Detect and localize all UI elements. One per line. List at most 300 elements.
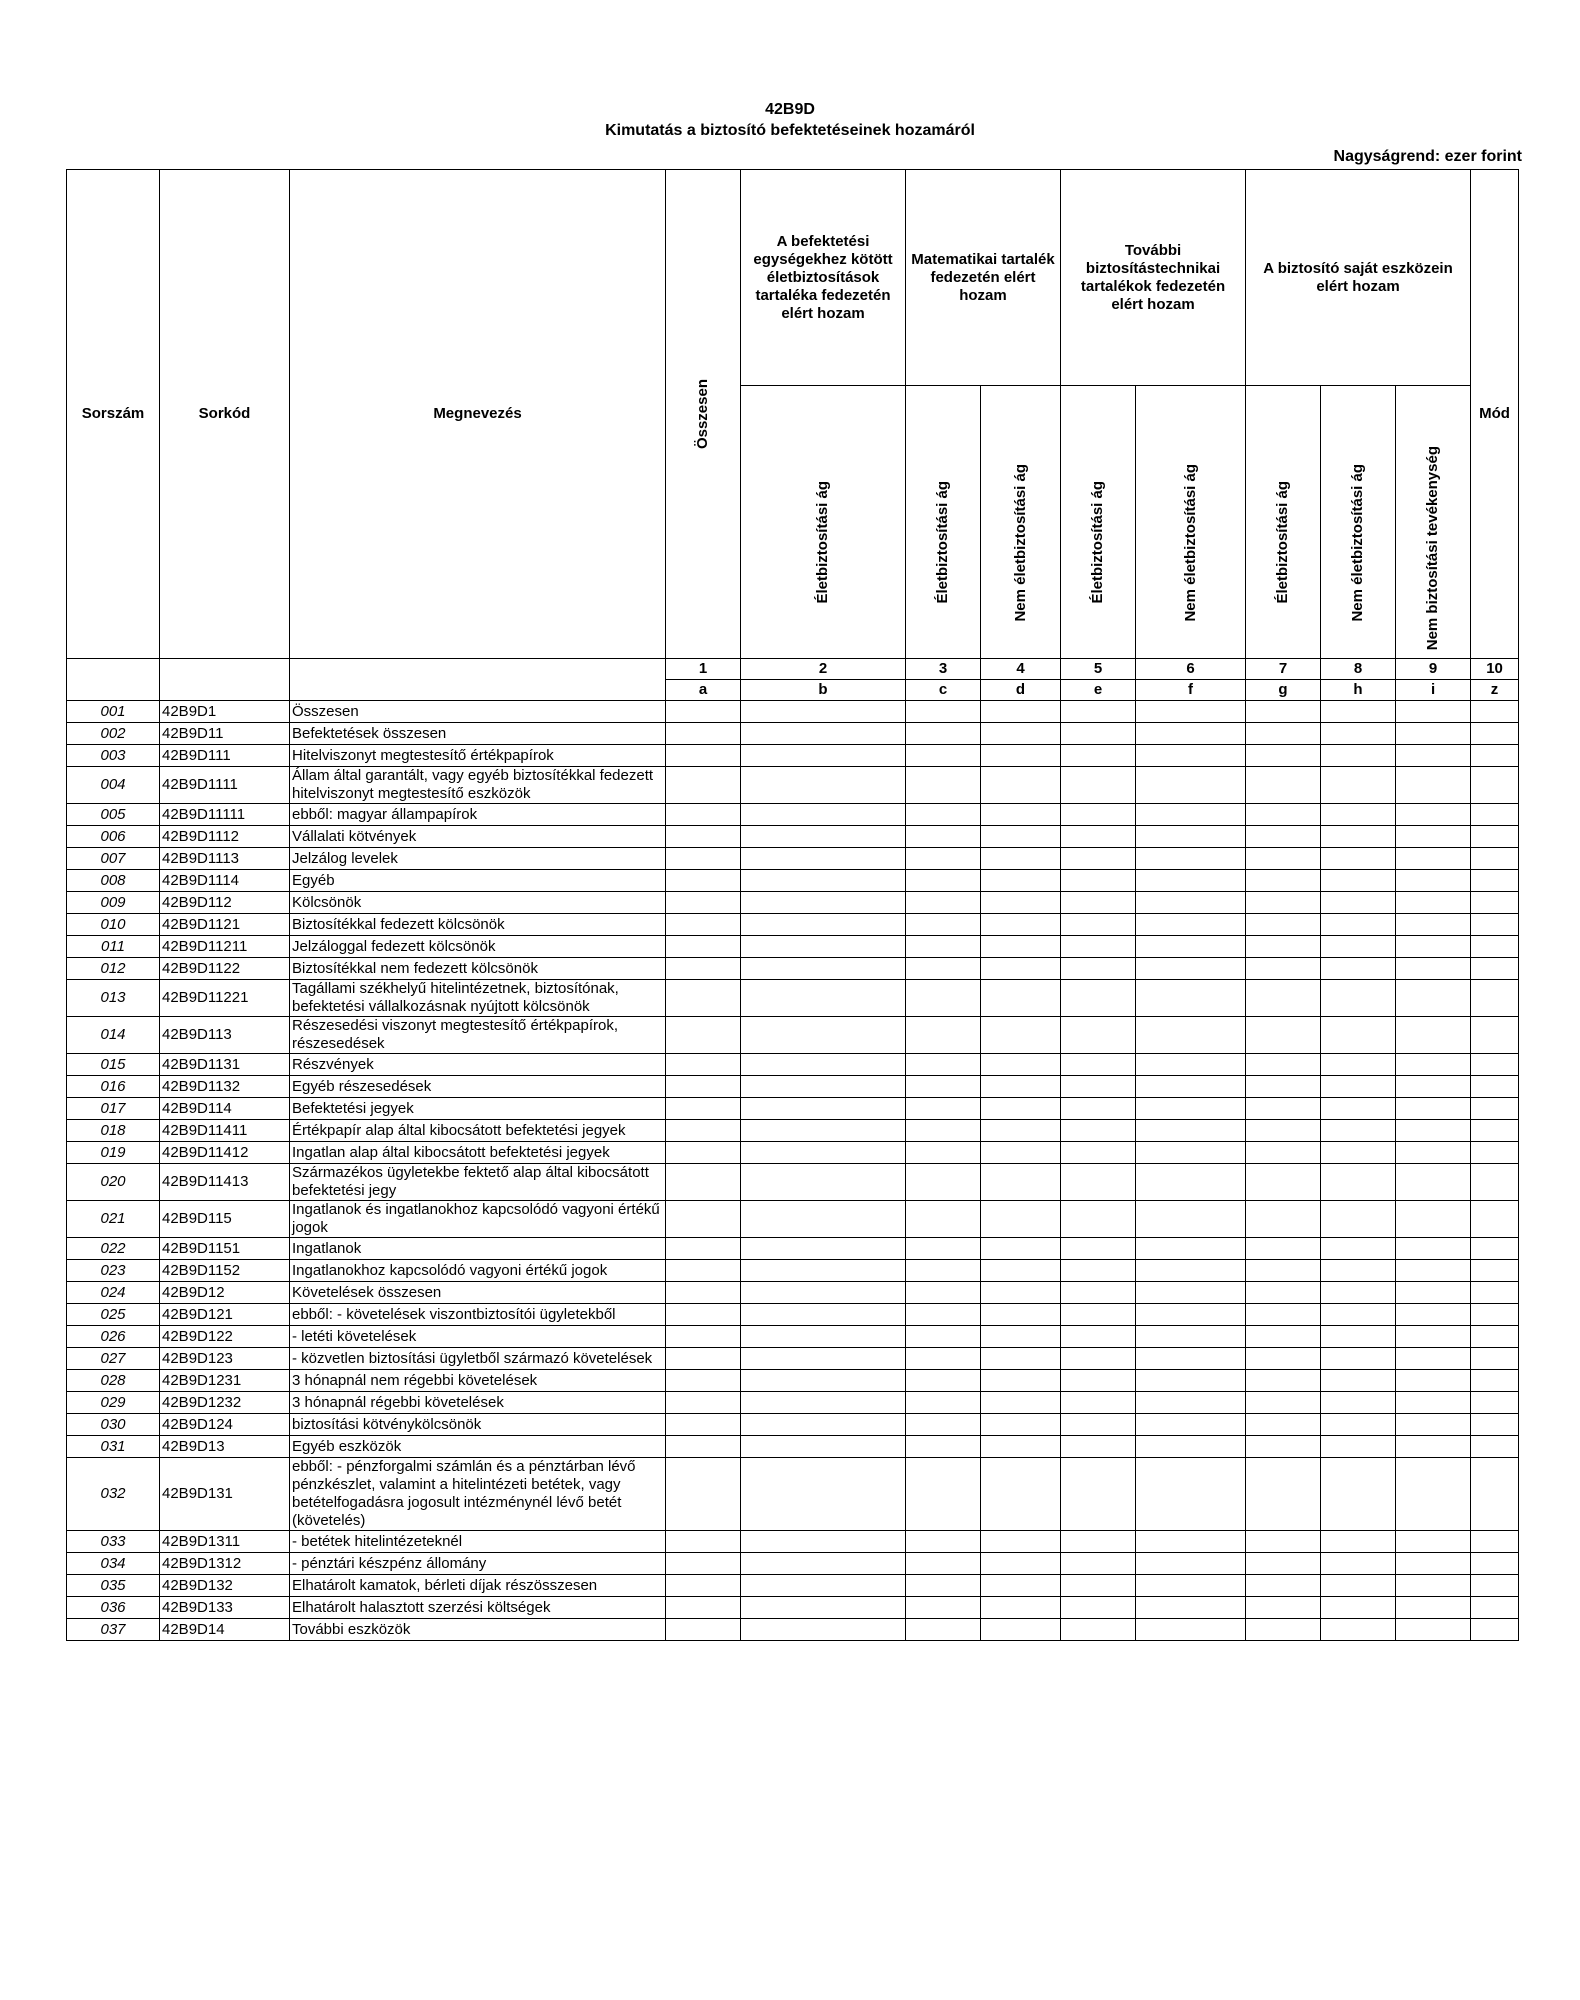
value-cell[interactable] [906, 767, 981, 804]
value-cell[interactable] [1321, 936, 1396, 958]
value-cell[interactable] [981, 1553, 1061, 1575]
value-cell[interactable] [1321, 1553, 1396, 1575]
value-cell[interactable] [741, 1164, 906, 1201]
value-cell[interactable] [1321, 1414, 1396, 1436]
value-cell[interactable] [906, 1282, 981, 1304]
value-cell[interactable] [741, 1326, 906, 1348]
value-cell[interactable] [1246, 1098, 1321, 1120]
value-cell[interactable] [1136, 804, 1246, 826]
value-cell[interactable] [1246, 1304, 1321, 1326]
value-cell[interactable] [906, 826, 981, 848]
value-cell[interactable] [666, 701, 741, 723]
value-cell[interactable] [1136, 958, 1246, 980]
value-cell[interactable] [981, 980, 1061, 1017]
value-cell[interactable] [906, 892, 981, 914]
value-cell[interactable] [1136, 980, 1246, 1017]
value-cell[interactable] [981, 804, 1061, 826]
value-cell[interactable] [1321, 1201, 1396, 1238]
value-cell[interactable] [1136, 1326, 1246, 1348]
value-cell[interactable] [666, 1392, 741, 1414]
value-cell[interactable] [741, 1201, 906, 1238]
value-cell[interactable] [1061, 1436, 1136, 1458]
value-cell[interactable] [1061, 1458, 1136, 1531]
value-cell[interactable] [741, 914, 906, 936]
value-cell[interactable] [1246, 1436, 1321, 1458]
value-cell[interactable] [1246, 1458, 1321, 1531]
value-cell[interactable] [666, 1370, 741, 1392]
value-cell[interactable] [741, 1392, 906, 1414]
value-cell[interactable] [1396, 1436, 1471, 1458]
value-cell[interactable] [1471, 1120, 1519, 1142]
value-cell[interactable] [1471, 958, 1519, 980]
value-cell[interactable] [906, 1201, 981, 1238]
value-cell[interactable] [666, 1597, 741, 1619]
value-cell[interactable] [906, 1260, 981, 1282]
value-cell[interactable] [666, 1282, 741, 1304]
value-cell[interactable] [1246, 980, 1321, 1017]
value-cell[interactable] [666, 1458, 741, 1531]
value-cell[interactable] [1471, 1017, 1519, 1054]
value-cell[interactable] [1246, 870, 1321, 892]
value-cell[interactable] [1061, 1304, 1136, 1326]
value-cell[interactable] [666, 848, 741, 870]
value-cell[interactable] [906, 1120, 981, 1142]
value-cell[interactable] [981, 1436, 1061, 1458]
value-cell[interactable] [1471, 767, 1519, 804]
value-cell[interactable] [1471, 1238, 1519, 1260]
value-cell[interactable] [1136, 1370, 1246, 1392]
value-cell[interactable] [1246, 1597, 1321, 1619]
value-cell[interactable] [741, 1238, 906, 1260]
value-cell[interactable] [1396, 980, 1471, 1017]
value-cell[interactable] [1246, 1575, 1321, 1597]
value-cell[interactable] [1061, 870, 1136, 892]
value-cell[interactable] [981, 1120, 1061, 1142]
value-cell[interactable] [1396, 1326, 1471, 1348]
value-cell[interactable] [1321, 1304, 1396, 1326]
value-cell[interactable] [1471, 1054, 1519, 1076]
value-cell[interactable] [1471, 804, 1519, 826]
value-cell[interactable] [666, 1076, 741, 1098]
value-cell[interactable] [906, 1458, 981, 1531]
value-cell[interactable] [1246, 1553, 1321, 1575]
value-cell[interactable] [1061, 980, 1136, 1017]
value-cell[interactable] [981, 914, 1061, 936]
value-cell[interactable] [981, 1414, 1061, 1436]
value-cell[interactable] [981, 958, 1061, 980]
value-cell[interactable] [666, 767, 741, 804]
value-cell[interactable] [1061, 1054, 1136, 1076]
value-cell[interactable] [1136, 1619, 1246, 1641]
value-cell[interactable] [741, 1414, 906, 1436]
value-cell[interactable] [1246, 1260, 1321, 1282]
value-cell[interactable] [1321, 914, 1396, 936]
value-cell[interactable] [1246, 914, 1321, 936]
value-cell[interactable] [1396, 1619, 1471, 1641]
value-cell[interactable] [666, 723, 741, 745]
value-cell[interactable] [1061, 723, 1136, 745]
value-cell[interactable] [1136, 1238, 1246, 1260]
value-cell[interactable] [981, 1260, 1061, 1282]
value-cell[interactable] [1396, 1414, 1471, 1436]
value-cell[interactable] [981, 1304, 1061, 1326]
value-cell[interactable] [1246, 804, 1321, 826]
value-cell[interactable] [1321, 1392, 1396, 1414]
value-cell[interactable] [666, 804, 741, 826]
value-cell[interactable] [906, 1575, 981, 1597]
value-cell[interactable] [1136, 1120, 1246, 1142]
value-cell[interactable] [1246, 1392, 1321, 1414]
value-cell[interactable] [1471, 1436, 1519, 1458]
value-cell[interactable] [741, 723, 906, 745]
value-cell[interactable] [1396, 745, 1471, 767]
value-cell[interactable] [1471, 1142, 1519, 1164]
value-cell[interactable] [1136, 1531, 1246, 1553]
value-cell[interactable] [906, 1370, 981, 1392]
value-cell[interactable] [1136, 914, 1246, 936]
value-cell[interactable] [741, 1260, 906, 1282]
value-cell[interactable] [1061, 914, 1136, 936]
value-cell[interactable] [906, 804, 981, 826]
value-cell[interactable] [1471, 1575, 1519, 1597]
value-cell[interactable] [1471, 1260, 1519, 1282]
value-cell[interactable] [1246, 767, 1321, 804]
value-cell[interactable] [906, 1142, 981, 1164]
value-cell[interactable] [1321, 1120, 1396, 1142]
value-cell[interactable] [741, 1553, 906, 1575]
value-cell[interactable] [1061, 1326, 1136, 1348]
value-cell[interactable] [741, 936, 906, 958]
value-cell[interactable] [1471, 701, 1519, 723]
value-cell[interactable] [981, 745, 1061, 767]
value-cell[interactable] [1396, 1553, 1471, 1575]
value-cell[interactable] [666, 826, 741, 848]
value-cell[interactable] [981, 1326, 1061, 1348]
value-cell[interactable] [981, 870, 1061, 892]
value-cell[interactable] [1471, 1392, 1519, 1414]
value-cell[interactable] [1471, 914, 1519, 936]
value-cell[interactable] [1136, 1597, 1246, 1619]
value-cell[interactable] [666, 914, 741, 936]
value-cell[interactable] [1136, 1392, 1246, 1414]
value-cell[interactable] [1321, 1370, 1396, 1392]
value-cell[interactable] [1246, 1370, 1321, 1392]
value-cell[interactable] [906, 1597, 981, 1619]
value-cell[interactable] [1136, 701, 1246, 723]
value-cell[interactable] [981, 1201, 1061, 1238]
value-cell[interactable] [666, 1238, 741, 1260]
value-cell[interactable] [1321, 1054, 1396, 1076]
value-cell[interactable] [1246, 701, 1321, 723]
value-cell[interactable] [1246, 1282, 1321, 1304]
value-cell[interactable] [1396, 1164, 1471, 1201]
value-cell[interactable] [1471, 870, 1519, 892]
value-cell[interactable] [666, 1164, 741, 1201]
value-cell[interactable] [1396, 826, 1471, 848]
value-cell[interactable] [666, 1414, 741, 1436]
value-cell[interactable] [741, 1142, 906, 1164]
value-cell[interactable] [906, 1326, 981, 1348]
value-cell[interactable] [1136, 1017, 1246, 1054]
value-cell[interactable] [906, 1098, 981, 1120]
value-cell[interactable] [666, 936, 741, 958]
value-cell[interactable] [1136, 1201, 1246, 1238]
value-cell[interactable] [1396, 936, 1471, 958]
value-cell[interactable] [1396, 1348, 1471, 1370]
value-cell[interactable] [981, 1575, 1061, 1597]
value-cell[interactable] [1246, 1054, 1321, 1076]
value-cell[interactable] [1061, 1260, 1136, 1282]
value-cell[interactable] [981, 1238, 1061, 1260]
value-cell[interactable] [1246, 848, 1321, 870]
value-cell[interactable] [1471, 723, 1519, 745]
value-cell[interactable] [1471, 1553, 1519, 1575]
value-cell[interactable] [1136, 745, 1246, 767]
value-cell[interactable] [666, 1142, 741, 1164]
value-cell[interactable] [1396, 1017, 1471, 1054]
value-cell[interactable] [666, 1098, 741, 1120]
value-cell[interactable] [1321, 1458, 1396, 1531]
value-cell[interactable] [906, 1304, 981, 1326]
value-cell[interactable] [1321, 870, 1396, 892]
value-cell[interactable] [1321, 1017, 1396, 1054]
value-cell[interactable] [1321, 1348, 1396, 1370]
value-cell[interactable] [906, 1076, 981, 1098]
value-cell[interactable] [741, 1575, 906, 1597]
value-cell[interactable] [1136, 848, 1246, 870]
value-cell[interactable] [1246, 1326, 1321, 1348]
value-cell[interactable] [1396, 723, 1471, 745]
value-cell[interactable] [1471, 892, 1519, 914]
value-cell[interactable] [1246, 1414, 1321, 1436]
value-cell[interactable] [1136, 1414, 1246, 1436]
value-cell[interactable] [1246, 745, 1321, 767]
value-cell[interactable] [1321, 1142, 1396, 1164]
value-cell[interactable] [741, 980, 906, 1017]
value-cell[interactable] [741, 1348, 906, 1370]
value-cell[interactable] [1321, 892, 1396, 914]
value-cell[interactable] [1246, 1619, 1321, 1641]
value-cell[interactable] [1246, 1017, 1321, 1054]
value-cell[interactable] [1321, 1282, 1396, 1304]
value-cell[interactable] [666, 892, 741, 914]
value-cell[interactable] [1321, 1260, 1396, 1282]
value-cell[interactable] [981, 1142, 1061, 1164]
value-cell[interactable] [666, 745, 741, 767]
value-cell[interactable] [1136, 870, 1246, 892]
value-cell[interactable] [906, 1619, 981, 1641]
value-cell[interactable] [1321, 1597, 1396, 1619]
value-cell[interactable] [1061, 1201, 1136, 1238]
value-cell[interactable] [981, 1054, 1061, 1076]
value-cell[interactable] [1471, 745, 1519, 767]
value-cell[interactable] [981, 701, 1061, 723]
value-cell[interactable] [906, 1531, 981, 1553]
value-cell[interactable] [1061, 1414, 1136, 1436]
value-cell[interactable] [1321, 1436, 1396, 1458]
value-cell[interactable] [1246, 1120, 1321, 1142]
value-cell[interactable] [741, 1370, 906, 1392]
value-cell[interactable] [1061, 1164, 1136, 1201]
value-cell[interactable] [666, 1120, 741, 1142]
value-cell[interactable] [1061, 1531, 1136, 1553]
value-cell[interactable] [1061, 1120, 1136, 1142]
value-cell[interactable] [666, 1260, 741, 1282]
value-cell[interactable] [1061, 1575, 1136, 1597]
value-cell[interactable] [1396, 701, 1471, 723]
value-cell[interactable] [1396, 1597, 1471, 1619]
value-cell[interactable] [906, 870, 981, 892]
value-cell[interactable] [1471, 1098, 1519, 1120]
value-cell[interactable] [906, 745, 981, 767]
value-cell[interactable] [666, 1531, 741, 1553]
value-cell[interactable] [1321, 745, 1396, 767]
value-cell[interactable] [906, 1054, 981, 1076]
value-cell[interactable] [981, 1392, 1061, 1414]
value-cell[interactable] [741, 1098, 906, 1120]
value-cell[interactable] [741, 745, 906, 767]
value-cell[interactable] [1246, 1164, 1321, 1201]
value-cell[interactable] [1321, 1098, 1396, 1120]
value-cell[interactable] [1136, 1458, 1246, 1531]
value-cell[interactable] [1396, 1142, 1471, 1164]
value-cell[interactable] [906, 958, 981, 980]
value-cell[interactable] [1471, 1348, 1519, 1370]
value-cell[interactable] [1471, 1619, 1519, 1641]
value-cell[interactable] [981, 723, 1061, 745]
value-cell[interactable] [1136, 826, 1246, 848]
value-cell[interactable] [981, 1017, 1061, 1054]
value-cell[interactable] [1061, 1597, 1136, 1619]
value-cell[interactable] [741, 892, 906, 914]
value-cell[interactable] [981, 1098, 1061, 1120]
value-cell[interactable] [666, 1201, 741, 1238]
value-cell[interactable] [981, 1531, 1061, 1553]
value-cell[interactable] [741, 1282, 906, 1304]
value-cell[interactable] [741, 1304, 906, 1326]
value-cell[interactable] [1061, 1098, 1136, 1120]
value-cell[interactable] [1396, 1282, 1471, 1304]
value-cell[interactable] [1321, 826, 1396, 848]
value-cell[interactable] [1396, 848, 1471, 870]
value-cell[interactable] [666, 1553, 741, 1575]
value-cell[interactable] [1471, 848, 1519, 870]
value-cell[interactable] [1246, 826, 1321, 848]
value-cell[interactable] [666, 1575, 741, 1597]
value-cell[interactable] [1471, 1414, 1519, 1436]
value-cell[interactable] [1396, 1260, 1471, 1282]
value-cell[interactable] [666, 1304, 741, 1326]
value-cell[interactable] [1321, 1238, 1396, 1260]
value-cell[interactable] [1321, 1575, 1396, 1597]
value-cell[interactable] [1061, 1392, 1136, 1414]
value-cell[interactable] [1321, 804, 1396, 826]
value-cell[interactable] [906, 701, 981, 723]
value-cell[interactable] [666, 1619, 741, 1641]
value-cell[interactable] [1396, 870, 1471, 892]
value-cell[interactable] [906, 936, 981, 958]
value-cell[interactable] [1136, 892, 1246, 914]
value-cell[interactable] [1471, 980, 1519, 1017]
value-cell[interactable] [1246, 1531, 1321, 1553]
value-cell[interactable] [1471, 1370, 1519, 1392]
value-cell[interactable] [1396, 1392, 1471, 1414]
value-cell[interactable] [1246, 1201, 1321, 1238]
value-cell[interactable] [666, 1326, 741, 1348]
value-cell[interactable] [741, 1120, 906, 1142]
value-cell[interactable] [1136, 1142, 1246, 1164]
value-cell[interactable] [981, 1164, 1061, 1201]
value-cell[interactable] [1396, 1120, 1471, 1142]
value-cell[interactable] [1136, 1260, 1246, 1282]
value-cell[interactable] [1136, 1304, 1246, 1326]
value-cell[interactable] [741, 1619, 906, 1641]
value-cell[interactable] [1246, 936, 1321, 958]
value-cell[interactable] [1396, 1076, 1471, 1098]
value-cell[interactable] [741, 826, 906, 848]
value-cell[interactable] [1321, 1531, 1396, 1553]
value-cell[interactable] [1246, 1238, 1321, 1260]
value-cell[interactable] [1396, 1370, 1471, 1392]
value-cell[interactable] [906, 1238, 981, 1260]
value-cell[interactable] [1396, 1458, 1471, 1531]
value-cell[interactable] [741, 958, 906, 980]
value-cell[interactable] [1321, 723, 1396, 745]
value-cell[interactable] [1471, 1531, 1519, 1553]
value-cell[interactable] [666, 870, 741, 892]
value-cell[interactable] [1136, 767, 1246, 804]
value-cell[interactable] [1396, 958, 1471, 980]
value-cell[interactable] [1246, 723, 1321, 745]
value-cell[interactable] [1061, 745, 1136, 767]
value-cell[interactable] [1321, 1164, 1396, 1201]
value-cell[interactable] [1396, 767, 1471, 804]
value-cell[interactable] [981, 936, 1061, 958]
value-cell[interactable] [1061, 1238, 1136, 1260]
value-cell[interactable] [1396, 914, 1471, 936]
value-cell[interactable] [666, 980, 741, 1017]
value-cell[interactable] [741, 1436, 906, 1458]
value-cell[interactable] [981, 848, 1061, 870]
value-cell[interactable] [1321, 980, 1396, 1017]
value-cell[interactable] [1396, 1054, 1471, 1076]
value-cell[interactable] [1246, 1076, 1321, 1098]
value-cell[interactable] [1061, 701, 1136, 723]
value-cell[interactable] [1061, 1553, 1136, 1575]
value-cell[interactable] [1136, 723, 1246, 745]
value-cell[interactable] [1061, 1017, 1136, 1054]
value-cell[interactable] [1136, 1076, 1246, 1098]
value-cell[interactable] [1471, 826, 1519, 848]
value-cell[interactable] [741, 1531, 906, 1553]
value-cell[interactable] [741, 1076, 906, 1098]
value-cell[interactable] [741, 870, 906, 892]
value-cell[interactable] [981, 1458, 1061, 1531]
value-cell[interactable] [1396, 1575, 1471, 1597]
value-cell[interactable] [1246, 958, 1321, 980]
value-cell[interactable] [1061, 804, 1136, 826]
value-cell[interactable] [906, 1164, 981, 1201]
value-cell[interactable] [906, 1392, 981, 1414]
value-cell[interactable] [666, 958, 741, 980]
value-cell[interactable] [1396, 892, 1471, 914]
value-cell[interactable] [1396, 1201, 1471, 1238]
value-cell[interactable] [906, 1414, 981, 1436]
value-cell[interactable] [1321, 1326, 1396, 1348]
value-cell[interactable] [1136, 1054, 1246, 1076]
value-cell[interactable] [741, 701, 906, 723]
value-cell[interactable] [1321, 1619, 1396, 1641]
